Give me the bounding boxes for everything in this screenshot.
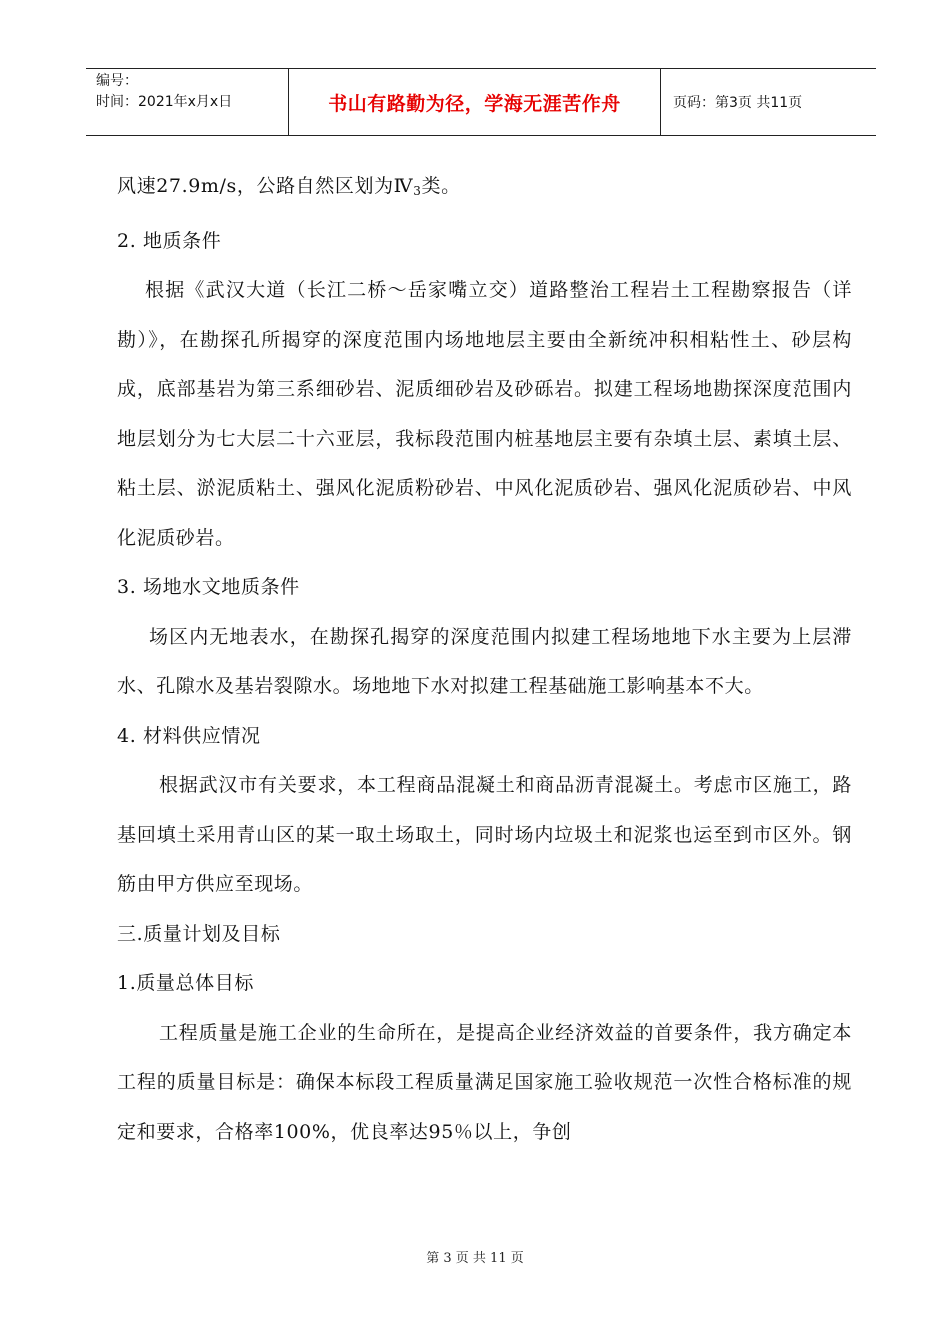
paragraph-materials: 根据武汉市有关要求，本工程商品混凝土和商品沥青混凝土。考虑市区施工，路基回填土采用青山区的某一取土场取土，同时场内垃圾土和泥浆也运至到市区外。钢筋由甲方供应至现场。 — [117, 774, 852, 895]
wind-subscript: 3 — [413, 184, 422, 198]
header-meta — [86, 69, 288, 135]
heading-materials: 4. 材料供应情况 — [117, 724, 261, 747]
heading-quality-goal: 1.质量总体目标 — [117, 972, 254, 994]
heading-quality-plan: 三.质量计划及目标 — [117, 922, 281, 945]
header-page-info: 页码：第3页 共11页 — [673, 95, 803, 111]
heading-geology: 2. 地质条件 — [117, 229, 222, 252]
paragraph-geology: 根据《武汉大道（长江二桥～岳家嘴立交）道路整治工程岩土工程勘察报告（详勘）》，在勘探孔所揭穿的深度范围内场地地层主要由全新统冲积相粘性土、砂层构成，底部基岩为第三系细砂岩、泥质细砂岩及砂砾岩。拟建工程场地勘探深度范围内地层划分为七大层二十六亚层，我标段范围内桩基地层主要有杂填土层、素填土层、粘土层、淤泥质粘土、强风化泥质粉砂岩、中风化泥质砂岩、强风化泥质砂岩、中风化泥质砂岩。 — [117, 279, 852, 549]
paragraph-wind — [117, 162, 852, 217]
number-label: 编号： — [96, 73, 138, 89]
wind-text-end: 类。 — [421, 175, 461, 197]
paragraph-quality: 工程质量是施工企业的生命所在，是提高企业经济效益的首要条件，我方确定本工程的质量目标是：确保本标段工程质量满足国家施工验收规范一次性合格标准的规定和要求，合格率100%，优良率达95％以上，争创 — [117, 1021, 852, 1143]
page-footer: 第 3 页 共 11 页 — [426, 1251, 524, 1266]
header-motto: 书山有路勤为径，学海无涯苦作舟 — [288, 69, 661, 135]
document-header — [86, 68, 876, 136]
heading-hydrology: 3. 场地水文地质条件 — [117, 576, 300, 598]
wind-text: 风速27.9m/s，公路自然区划为Ⅳ — [117, 175, 414, 197]
paragraph-hydrology: 场区内无地表水，在勘探孔揭穿的深度范围内拟建工程场地地下水主要为上层滞水、孔隙水及基岩裂隙水。场地地下水对拟建工程基础施工影响基本不大。 — [117, 625, 852, 697]
time-label: 时间：2021年x月x日 — [96, 94, 233, 110]
document-body — [117, 162, 852, 1157]
